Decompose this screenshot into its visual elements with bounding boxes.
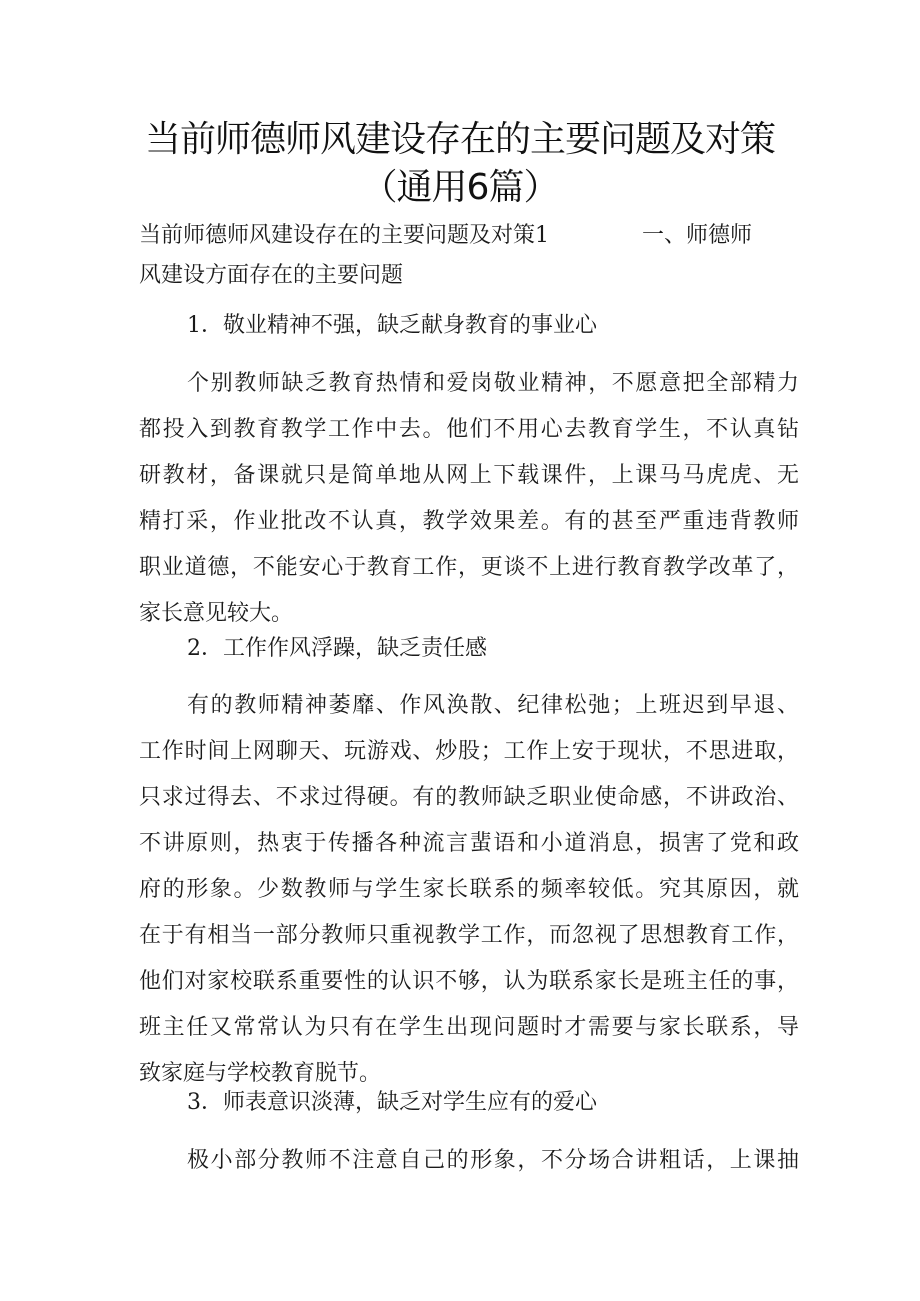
document-subtitle: （通用6篇） <box>361 167 559 208</box>
section-heading-2: 2．工作作风浮躁，缺乏责任感 <box>187 636 487 661</box>
paragraph-line: 有的教师精神萎靡、作风涣散、纪律松弛；上班迟到早退、 <box>187 693 799 718</box>
paragraph-line: 个别教师缺乏教育热情和爱岗敬业精神，不愿意把全部精力 <box>187 371 799 396</box>
paragraph-line: 在于有相当一部分教师只重视教学工作，而忽视了思想教育工作， <box>139 923 799 948</box>
section-paragraph-3 <box>139 1141 799 1187</box>
section-paragraph-2 <box>139 686 799 1100</box>
paragraph-line: 研教材，备课就只是简单地从网上下载课件，上课马马虎虎、无 <box>139 463 799 488</box>
paragraph-line: 他们对家校联系重要性的认识不够，认为联系家长是班主任的事， <box>139 969 799 994</box>
intro-text-right: 一、师德师 <box>642 223 753 248</box>
paragraph-line: 家长意见较大。 <box>139 601 294 626</box>
section-heading-1: 1．敬业精神不强，缺乏献身教育的事业心 <box>187 313 597 338</box>
paragraph-line: 职业道德，不能安心于教育工作，更谈不上进行教育教学改革了， <box>139 555 799 580</box>
section-paragraph-1 <box>139 364 799 640</box>
paragraph-line: 府的形象。少数教师与学生家长联系的频率较低。究其原因，就 <box>139 877 799 902</box>
section-heading-3: 3．师表意识淡薄，缺乏对学生应有的爱心 <box>187 1090 597 1115</box>
paragraph-line: 极小部分教师不注意自己的形象，不分场合讲粗话，上课抽 <box>187 1148 799 1173</box>
paragraph-line: 班主任又常常认为只有在学生出现问题时才需要与家长联系，导 <box>139 1015 799 1040</box>
document-title: 当前师德师风建设存在的主要问题及对策 <box>144 119 775 160</box>
paragraph-line: 不讲原则，热衷于传播各种流言蜚语和小道消息，损害了党和政 <box>139 831 799 856</box>
paragraph-line: 只求过得去、不求过得硬。有的教师缺乏职业使命感，不讲政治、 <box>139 785 799 810</box>
paragraph-line: 都投入到教育教学工作中去。他们不用心去教育学生，不认真钻 <box>139 417 799 442</box>
paragraph-line: 工作时间上网聊天、玩游戏、炒股；工作上安于现状，不思进取， <box>139 739 799 764</box>
intro-text-line2: 风建设方面存在的主要问题 <box>139 263 404 288</box>
paragraph-line: 致家庭与学校教育脱节。 <box>139 1061 382 1086</box>
paragraph-line: 精打采，作业批改不认真，教学效果差。有的甚至严重违背教师 <box>139 509 799 534</box>
intro-text-left: 当前师德师风建设存在的主要问题及对策1 <box>139 223 549 248</box>
